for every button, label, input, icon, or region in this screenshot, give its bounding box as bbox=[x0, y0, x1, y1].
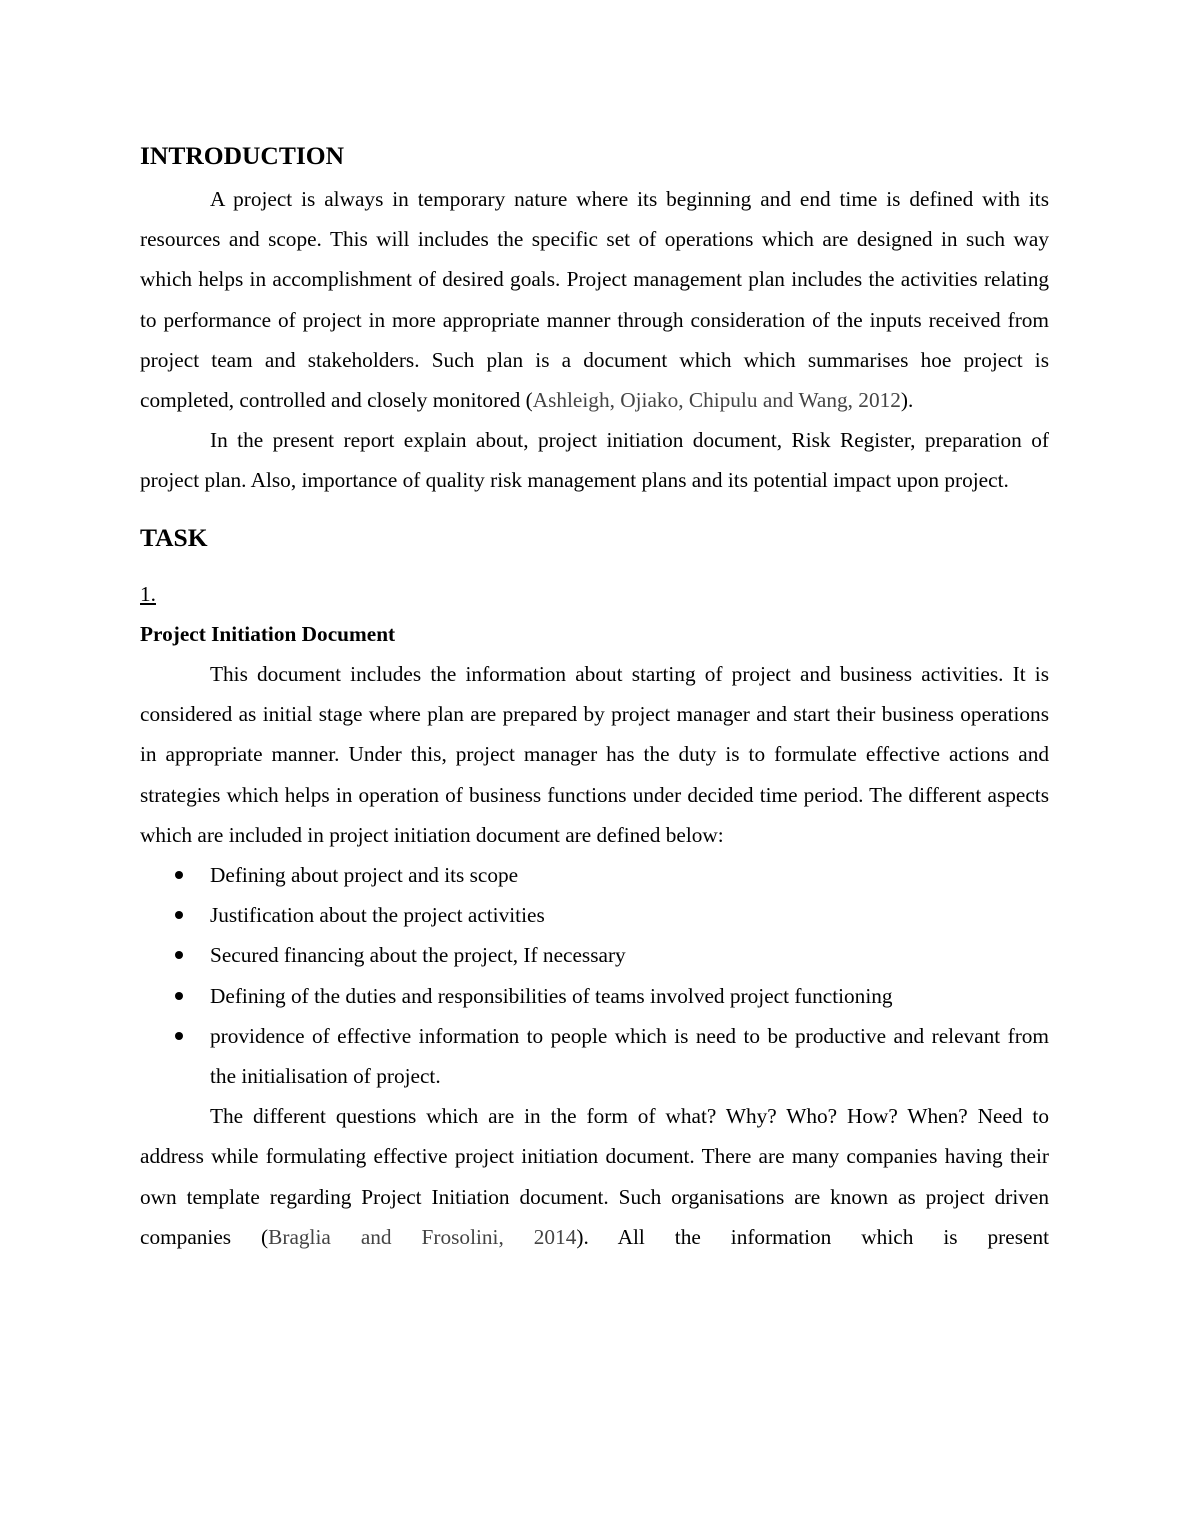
citation-braglia-2014: Braglia and Frosolini, 2014 bbox=[268, 1224, 577, 1249]
intro-paragraph-1-end: ). bbox=[900, 388, 914, 413]
bullet-icon bbox=[175, 951, 183, 959]
intro-paragraph-1-text: A project is always in temporary nature where its beginning and end time is defined with its resources and scope. This will includes the specific set of operations which are designed in such way which helps in accomplishment of desired goals. Project management plan includes the activities relating to performance of project in more appropriate manner through consideration of the inputs received from project team and stakeholders. Such plan is a document which which summarises hoe project is completed, controlled and closely monitored ( bbox=[140, 187, 1049, 413]
project-initiation-subheading: Project Initiation Document bbox=[140, 621, 396, 646]
list-item-text: Defining about project and its scope bbox=[210, 863, 519, 888]
task-number: 1. bbox=[140, 581, 156, 606]
list-item-text: Secured financing about the project, If necessary bbox=[210, 943, 626, 968]
task-paragraph-2-text: The different questions which are in the form of what? Why? Who? How? When? Need to address while formulating effective project initiation document. There are many companies having their own template regarding Project Initiation document. Such organisations are known as project driven companies ( bbox=[140, 1104, 1049, 1249]
list-item bbox=[140, 1016, 1049, 1096]
list-item bbox=[140, 855, 1049, 895]
introduction-heading: INTRODUCTION bbox=[140, 141, 345, 170]
bullet-icon bbox=[175, 911, 183, 919]
task-paragraph-1: This document includes the information about starting of project and business activities. It is considered as initial stage where plan are prepared by project manager and start their business operations in appropriate manner. Under this, project manager has the duty is to formulate effective actions and strategies which helps in operation of business functions under decided time period. The different aspects which are included in project initiation document are defined below: bbox=[140, 662, 1049, 847]
list-item-text: Justification about the project activities bbox=[210, 903, 545, 928]
list-item bbox=[140, 895, 1049, 935]
bullet-icon bbox=[175, 871, 183, 879]
aspects-bullet-list bbox=[140, 855, 1049, 1096]
bullet-icon bbox=[175, 1032, 183, 1040]
intro-paragraph-1 bbox=[140, 179, 1049, 420]
task-paragraph-2-end: ). All the information which is present bbox=[576, 1224, 1050, 1249]
list-item bbox=[140, 976, 1049, 1016]
list-item-text: providence of effective information to people which is need to be productive and relevant from the initialisation of project. bbox=[210, 1023, 1049, 1089]
bullet-icon bbox=[175, 992, 183, 1000]
task-heading: TASK bbox=[140, 522, 208, 552]
citation-ashleigh-2012: Ashleigh, Ojiako, Chipulu and Wang, 2012 bbox=[532, 388, 901, 413]
task-paragraph-2 bbox=[140, 1096, 1049, 1257]
list-item bbox=[140, 935, 1049, 975]
list-item-text: Defining of the duties and responsibilities of teams involved project functioning bbox=[210, 983, 893, 1008]
intro-paragraph-2: In the present report explain about, project initiation document, Risk Register, preparation of project plan. Also, importance of quality risk management plans and its potential impact upon project. bbox=[140, 428, 1049, 493]
document-page bbox=[140, 139, 1049, 1257]
